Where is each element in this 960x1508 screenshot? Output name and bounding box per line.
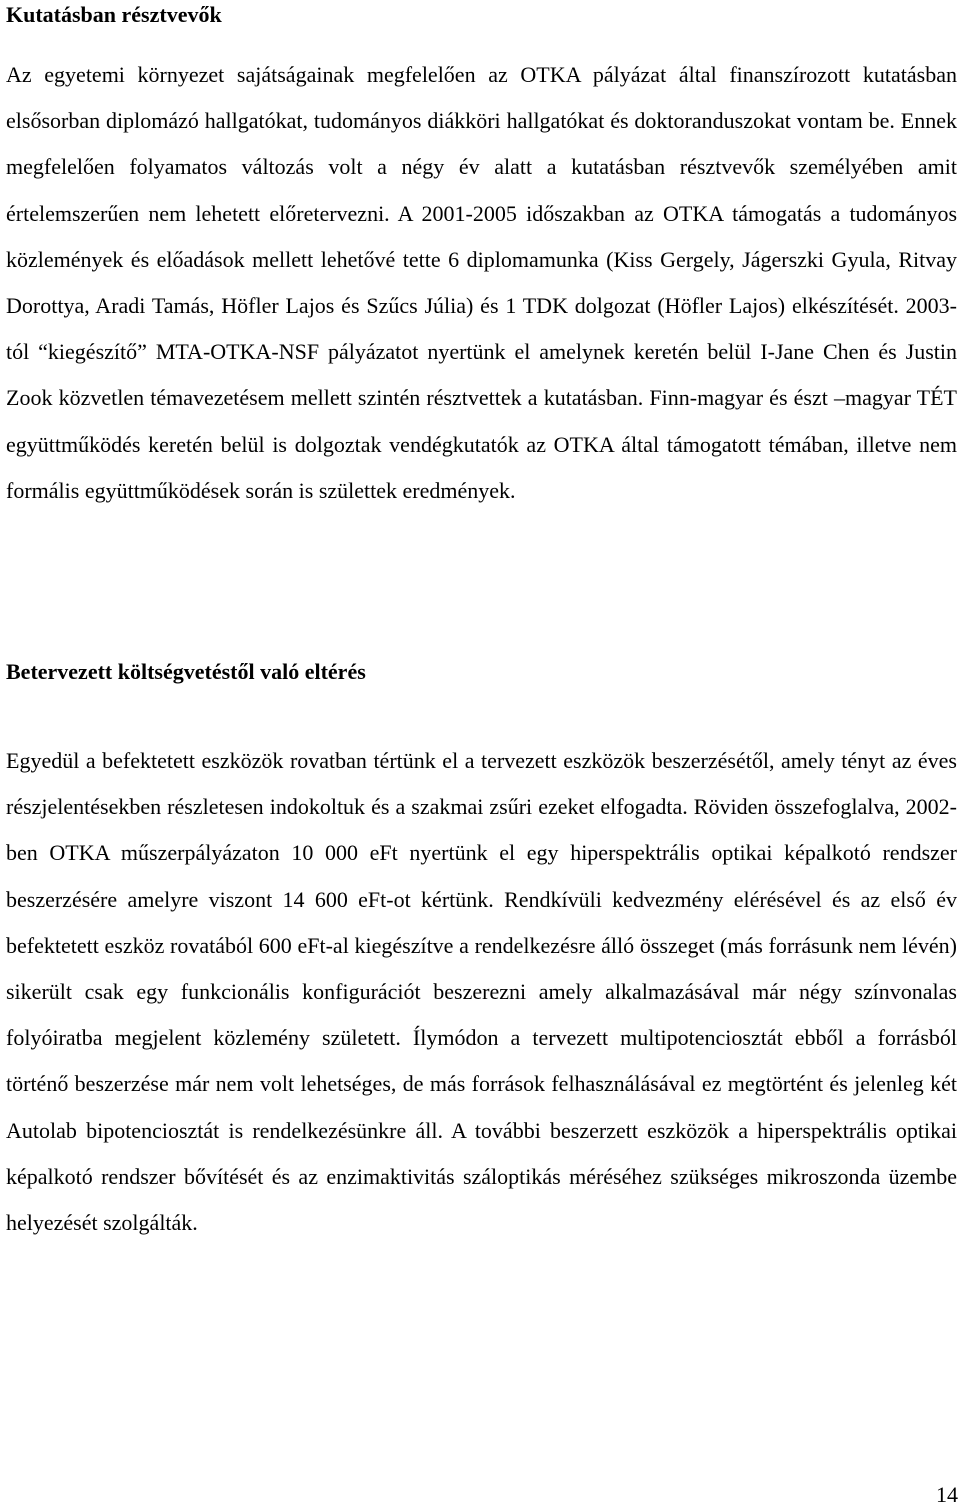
section-heading-budget-deviation: Betervezett költségvetéstől való eltérés xyxy=(6,659,366,684)
participants-paragraph: Az egyetemi környezet sajátságainak megfelelően az OTKA pályázat által finanszírozott kutatásban elsősorban diplomázó hallgatókat, tudományos diákköri hallgatókat és doktoranduszokat vontam be. Ennek megfelelően folyamatos változás volt a négy év alatt a kutatásban résztvevők személyében amit értelemszerűen nem lehetett előretervezni. A 2001-2005 időszakban az OTKA támogatás a tudományos közlemények és előadások mellett lehetővé tette 6 diplomamunka (Kiss Gergely, Jágerszki Gyula, Ritvay Dorottya, Aradi Tamás, Höfler Lajos és Szűcs Júlia) és 1 TDK dolgozat (Höfler Lajos) elkészítését. 2003-tól “kiegészítő” MTA-OTKA-NSF pályázatot nyertünk el amelynek keretén belül I-Jane Chen és Justin Zook közvetlen témavezetésem mellett szintén résztvettek a kutatásban. Finn-magyar és észt –magyar TÉT együttműködés keretén belül is dolgoztak vendégkutatók az OTKA által támogatott témában, illetve nem formális együttműködések során is születtek eredmények. xyxy=(6,62,957,503)
section-heading-participants: Kutatásban résztvevők xyxy=(6,2,222,27)
page-number: 14 xyxy=(936,1482,958,1507)
budget-deviation-paragraph: Egyedül a befektetett eszközök rovatban tértünk el a tervezett eszközök beszerzésétől, amely tényt az éves részjelentésekben részletesen indokoltuk és a szakmai zsűri ezeket elfogadta. Röviden összefoglalva, 2002-ben OTKA műszerpályázaton 10 000 eFt nyertünk el egy hiperspektrális optikai képalkotó rendszer beszerzésére amelyre viszont 14 600 eFt-ot kértünk. Rendkívüli kedvezmény elérésével és az első év befektetett eszköz rovatából 600 eFt-al kiegészítve a rendelkezésre álló összeget (más forrásunk nem lévén) sikerült csak egy funkcionális konfigurációt beszerezni amely alkalmazásával már négy színvonalas folyóiratba megjelent közlemény született. Ílymódon a tervezett multipotenciosztát ebből a forrásból történő beszerzése már nem volt lehetséges, de más források felhasználásával ez megtörtént és jelenleg két Autolab bipotenciosztát is rendelkezésünkre áll. A további beszerzett eszközök a hiperspektrális optikai képalkotó rendszer bővítését és az enzimaktivitás száloptikás méréséhez szükséges mikroszonda üzembe helyezését szolgálták. xyxy=(6,748,957,1236)
